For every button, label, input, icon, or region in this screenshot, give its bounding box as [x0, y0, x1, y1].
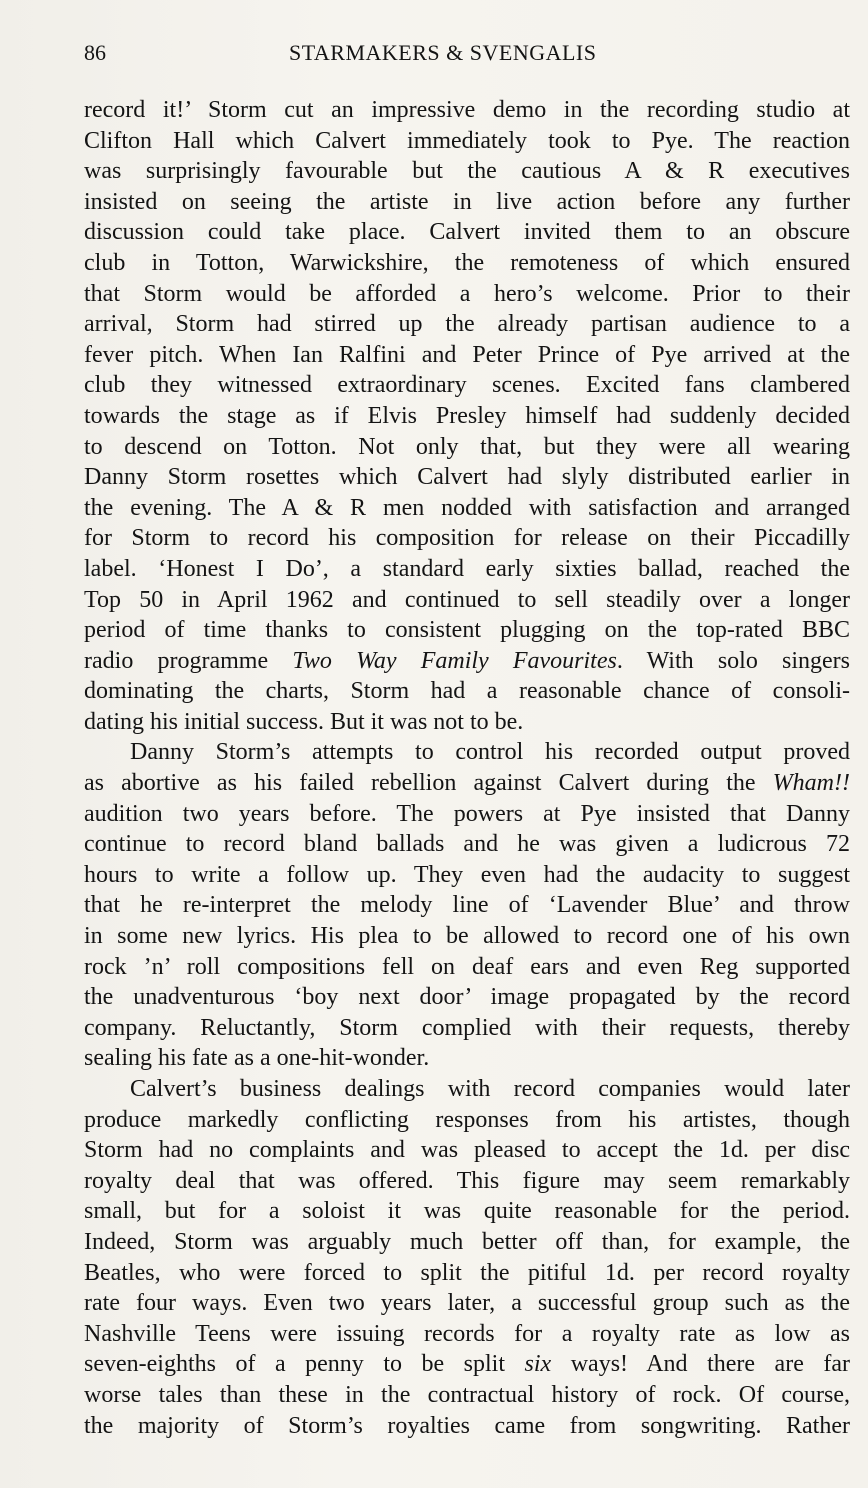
text-line: record it!’ Storm cut an impressive demo in the recording studio at — [84, 97, 850, 123]
paragraph-3 — [84, 1074, 850, 1441]
text-line: that he re-interpret the melody line of ‘Lavender Blue’ and throw — [84, 892, 850, 919]
text-line: to descend on Totton. Not only that, but they were all wearing — [84, 433, 850, 460]
text-line: for Storm to record his composition for release on their Piccadilly — [84, 525, 850, 552]
text-line: as abortive as his failed rebellion against Calvert during the Wham!! — [84, 770, 850, 797]
text-line: the majority of Storm’s royalties came from songwriting. Rather — [84, 1412, 850, 1439]
text-line: the evening. The A & R men nodded with satisfaction and arranged — [84, 494, 850, 521]
body-text — [84, 95, 850, 1441]
text-line: produce markedly conflicting responses from his artistes, though — [84, 1106, 850, 1133]
text-line: sealing his fate as a one-hit-wonder. — [84, 1045, 430, 1072]
text-line: that Storm would be afforded a hero’s welcome. Prior to their — [84, 280, 850, 307]
text-line: period of time thanks to consistent plugging on the top-rated BBC — [84, 617, 850, 644]
text-line: was surprisingly favourable but the cautious A & R executives — [84, 158, 850, 185]
text-line: small, but for a soloist it was quite reasonable for the period. — [84, 1198, 850, 1225]
text-line: insisted on seeing the artiste in live action before any further — [84, 188, 850, 215]
text-line: fever pitch. When Ian Ralfini and Peter Prince of Pye arrived at the — [84, 341, 850, 368]
text-line: in some new lyrics. His plea to be allowed to record one of his own — [84, 923, 850, 950]
text-line: audition two years before. The powers at Pye insisted that Danny — [84, 800, 850, 827]
text-line: worse tales than these in the contractual history of rock. Of course, — [84, 1381, 850, 1408]
text-line: rate four ways. Even two years later, a successful group such as the — [84, 1290, 850, 1317]
paragraph-1 — [84, 95, 850, 737]
text-line: arrival, Storm had stirred up the already partisan audience to a — [84, 311, 850, 338]
text-line: label. ‘Honest I Do’, a standard early sixties ballad, reached the — [84, 555, 850, 582]
text-line: royalty deal that was offered. This figure may seem remarkably — [84, 1167, 850, 1194]
text-line: continue to record bland ballads and he was given a ludicrous 72 — [84, 831, 850, 858]
text-line: hours to write a follow up. They even had the audacity to suggest — [84, 861, 850, 888]
text-line: Top 50 in April 1962 and continued to sell steadily over a longer — [84, 586, 850, 613]
text-line: seven-eighths of a penny to be split six ways! And there are far — [84, 1351, 850, 1378]
text-line: Storm had no complaints and was pleased to accept the 1d. per disc — [84, 1137, 850, 1164]
text-line: Nashville Teens were issuing records for a royalty rate as low as — [84, 1320, 850, 1347]
page-number: 86 — [84, 40, 106, 65]
text-line: discussion could take place. Calvert invited them to an obscure — [84, 219, 850, 246]
text-line: Indeed, Storm was arguably much better off than, for example, the — [84, 1228, 850, 1255]
text-line: dating his initial success. But it was not to be. — [84, 708, 524, 735]
text-line: Calvert’s business dealings with record companies would later — [130, 1076, 850, 1102]
text-line: company. Reluctantly, Storm complied with their requests, thereby — [84, 1014, 850, 1041]
page-header — [84, 38, 854, 72]
text-line: club they witnessed extraordinary scenes. Excited fans clambered — [84, 372, 850, 399]
text-line: the unadventurous ‘boy next door’ image propagated by the record — [84, 984, 850, 1011]
text-line: dominating the charts, Storm had a reasonable chance of consoli- — [84, 678, 850, 705]
text-line: rock ’n’ roll compositions fell on deaf ears and even Reg supported — [84, 953, 850, 980]
paragraph-2 — [84, 737, 850, 1074]
text-line: Beatles, who were forced to split the pitiful 1d. per record royalty — [84, 1259, 850, 1286]
running-head: STARMAKERS & SVENGALIS — [289, 40, 597, 65]
text-line: radio programme Two Way Family Favourites. With solo singers — [84, 647, 851, 674]
text-line: Clifton Hall which Calvert immediately took to Pye. The reaction — [84, 127, 850, 154]
text-line: club in Totton, Warwickshire, the remoteness of which ensured — [84, 249, 850, 276]
text-line: Danny Storm’s attempts to control his recorded output proved — [130, 739, 850, 766]
text-line: towards the stage as if Elvis Presley himself had suddenly decided — [84, 402, 850, 429]
text-line: Danny Storm rosettes which Calvert had slyly distributed earlier in — [84, 464, 850, 491]
